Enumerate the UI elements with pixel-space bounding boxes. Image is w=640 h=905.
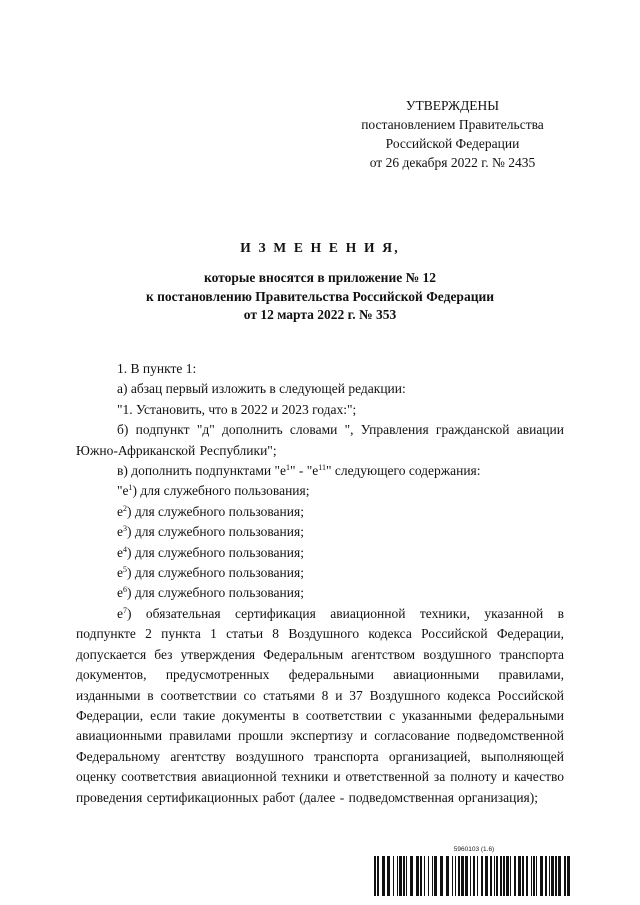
text-run: " следующего содержания:	[325, 463, 481, 479]
approval-date: от 26 декабря 2022 г. № 2435	[369, 155, 536, 170]
item-prefix: е	[117, 503, 123, 519]
approval-line: постановлением Правительства	[361, 117, 544, 132]
paragraph: "1. Установить, что в 2022 и 2023 годах:";	[117, 401, 357, 417]
superscript: 6	[123, 585, 127, 595]
superscript: 1	[286, 463, 291, 473]
item-prefix: е	[117, 585, 123, 601]
document-footer	[374, 846, 570, 896]
paragraph: а) абзац первый изложить в следующей редакции:	[117, 381, 406, 397]
heading-line: от 12 марта 2022 г. № 353	[243, 307, 397, 323]
approval-stamp	[340, 96, 565, 172]
item-prefix: е	[117, 565, 123, 581]
paragraph	[76, 461, 564, 481]
item-text: ) для служебного пользования;	[127, 565, 304, 581]
approval-line: Российской Федерации	[385, 136, 520, 151]
item-prefix: е	[117, 605, 123, 621]
paragraph: б) подпункт "д" дополнить словами ", Управления гражданской авиации Южно-Африканской Республики";	[76, 422, 564, 458]
list-item	[76, 481, 564, 501]
text-run: в) дополнить подпунктами "е	[117, 463, 287, 479]
superscript: 2	[123, 503, 127, 513]
document-code: 5960103 (1.6)	[453, 846, 495, 853]
superscript: 11	[318, 463, 326, 473]
superscript: 7	[123, 605, 127, 615]
document-title: И З М Е Н Е Н И Я,	[240, 240, 400, 255]
approval-title: УТВЕРЖДЕНЫ	[405, 98, 500, 113]
document-heading	[60, 238, 580, 325]
item-prefix: е	[117, 544, 123, 560]
paragraph-e7	[76, 604, 564, 808]
item-text: ) для служебного пользования;	[127, 544, 304, 560]
superscript: 3	[123, 524, 127, 534]
text-run: " - "е	[290, 463, 319, 479]
item-text: ) для служебного пользования;	[127, 524, 304, 540]
item-text: ) для служебного пользования;	[127, 585, 304, 601]
superscript: 5	[123, 565, 127, 575]
paragraph: 1. В пункте 1:	[117, 361, 197, 376]
barcode	[374, 856, 570, 896]
item-prefix: "е	[117, 483, 129, 499]
list-item	[76, 583, 564, 603]
superscript: 4	[123, 544, 127, 554]
list-item	[76, 563, 564, 583]
list-item	[76, 502, 564, 522]
list-item	[76, 522, 564, 542]
item-prefix: е	[117, 524, 123, 540]
superscript: 1	[128, 483, 133, 493]
heading-line: к постановлению Правительства Российской Федерации	[145, 288, 495, 304]
item-text: ) для служебного пользования;	[127, 503, 304, 519]
list-item	[76, 543, 564, 563]
document-body	[76, 359, 564, 808]
item-text: ) обязательная сертификация авиационной техники, указанной в подпункте 2 пункта 1 статьи 8 Воздушного кодекса Российской Федерации, допускается без утверждения Федеральным агентством воздушного транспорта документов, предусмотренных федеральными авиационными правилами, изданными в соответствии со статьями 8 и 37 Воздушного кодекса Российской Федерации, если такие документы в соответствии с указанными федеральными авиационными правилами прошли экспертизу и согласование подведомственной Федеральному агентству воздушного транспорта организацией, выполняющей оценку соответствия авиационной техники и ответственной за полноту и качество проведения сертификационных работ (далее - подведомственная организация);	[76, 605, 564, 805]
item-text: ) для служебного пользования;	[132, 483, 310, 499]
heading-line: которые вносятся в приложение № 12	[203, 270, 437, 286]
